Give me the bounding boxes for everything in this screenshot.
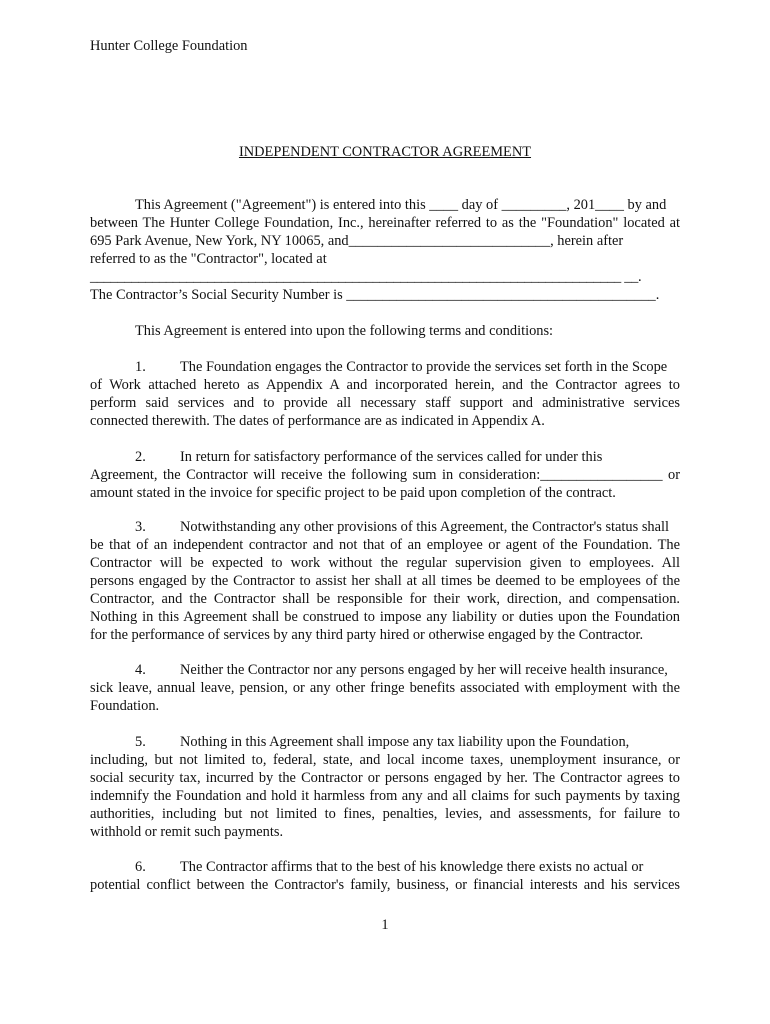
- terms-intro-line: This Agreement is entered into upon the following terms and conditions:: [135, 323, 554, 339]
- paragraph-line: The Foundation engages the Contractor to provide the services set forth in the Scope: [180, 359, 668, 375]
- paragraph-line: Notwithstanding any other provisions of this Agreement, the Contractor's status shall: [180, 519, 670, 535]
- paragraph-number: 3.: [135, 519, 146, 535]
- paragraph-line: social security tax, incurred by the Contractor or persons engaged by her. The Contractor agrees to: [90, 770, 680, 786]
- paragraph-line: Agreement, the Contractor will receive the following sum in consideration:_________________ or: [90, 467, 680, 483]
- paragraph-line: Neither the Contractor nor any persons engaged by her will receive health insurance,: [180, 662, 668, 678]
- paragraph-first-line: [90, 448, 680, 466]
- paragraph-number: 1.: [135, 359, 146, 375]
- paragraph-first-line: [90, 733, 680, 751]
- paragraph-2: [90, 448, 680, 502]
- intro-line: between The Hunter College Foundation, Inc., hereinafter referred to as the "Foundation" located at: [90, 215, 680, 231]
- paragraph-line: potential conflict between the Contractor's family, business, or financial interests and his services: [90, 877, 680, 893]
- intro-line: This Agreement ("Agreement") is entered into this ____ day of _________, 201____ by and: [135, 197, 667, 213]
- paragraph-line: sick leave, annual leave, pension, or any other fringe benefits associated with employment with the: [90, 680, 680, 696]
- paragraph-3: [90, 518, 680, 644]
- paragraph-line: In return for satisfactory performance of the services called for under this: [180, 449, 603, 465]
- paragraph-line: Contractor will be expected to work without the regular supervision given to employees. All: [90, 555, 680, 571]
- paragraph-line: Nothing in this Agreement shall be construed to impose any liability or duties upon the Foundation: [90, 609, 680, 625]
- paragraph-line: persons engaged by the Contractor to assist her shall at all times be deemed to be employees of the: [90, 573, 680, 589]
- paragraph-line: Foundation.: [90, 698, 160, 714]
- intro-line: referred to as the "Contractor", located at: [90, 251, 327, 267]
- paragraph-line: Contractor, and the Contractor shall be responsible for their work, direction, and compensation.: [90, 591, 680, 607]
- paragraph-line: amount stated in the invoice for specific project to be paid upon completion of the contract.: [90, 485, 616, 501]
- paragraph-5: [90, 733, 680, 841]
- paragraph-first-line: [90, 661, 680, 679]
- paragraph-number: 2.: [135, 449, 146, 465]
- paragraph-line: of Work attached hereto as Appendix A and incorporated herein, and the Contractor agrees to: [90, 377, 680, 393]
- intro-line: 695 Park Avenue, New York, NY 10065, and____________________________, herein after: [90, 233, 624, 249]
- paragraph-line: The Contractor affirms that to the best of his knowledge there exists no actual or: [180, 859, 644, 875]
- ssn-line: The Contractor’s Social Security Number is ___________________________________________.: [90, 287, 660, 303]
- paragraph-line: including, but not limited to, federal, state, and local income taxes, unemployment insurance, or: [90, 752, 680, 768]
- paragraph-line: withhold or remit such payments.: [90, 824, 284, 840]
- paragraph-6: [90, 858, 680, 894]
- terms-intro: [90, 322, 680, 340]
- paragraph-line: perform said services and to provide all necessary staff support and administrative services: [90, 395, 680, 411]
- document-title: INDEPENDENT CONTRACTOR AGREEMENT: [238, 144, 532, 160]
- paragraph-line: for the performance of services by any third party hired or otherwise engaged by the Contractor.: [90, 627, 644, 643]
- page-number: 1: [381, 917, 389, 933]
- paragraph-1: [90, 358, 680, 430]
- paragraph-line: indemnify the Foundation and hold it harmless from any and all claims for such payments by taxing: [90, 788, 680, 804]
- document-header: Hunter College Foundation: [90, 38, 248, 54]
- paragraph-4: [90, 661, 680, 715]
- paragraph-first-line: [90, 358, 680, 376]
- paragraph-number: 5.: [135, 734, 146, 750]
- paragraph-line: authorities, including but not limited to fines, penalties, levies, and assessments, for failure to: [90, 806, 680, 822]
- paragraph-line: connected therewith. The dates of performance are as indicated in Appendix A.: [90, 413, 545, 429]
- paragraph-line: Nothing in this Agreement shall impose any tax liability upon the Foundation,: [180, 734, 630, 750]
- paragraph-first-line: [90, 518, 680, 536]
- paragraph-first-line: [90, 858, 680, 876]
- paragraph-number: 4.: [135, 662, 146, 678]
- paragraph-line: be that of an independent contractor and not that of an employee or agent of the Foundation. The: [90, 537, 680, 553]
- intro-line: _____________________________________________________________________________ __.: [90, 269, 642, 285]
- paragraph-number: 6.: [135, 859, 146, 875]
- intro-paragraph: [90, 196, 680, 304]
